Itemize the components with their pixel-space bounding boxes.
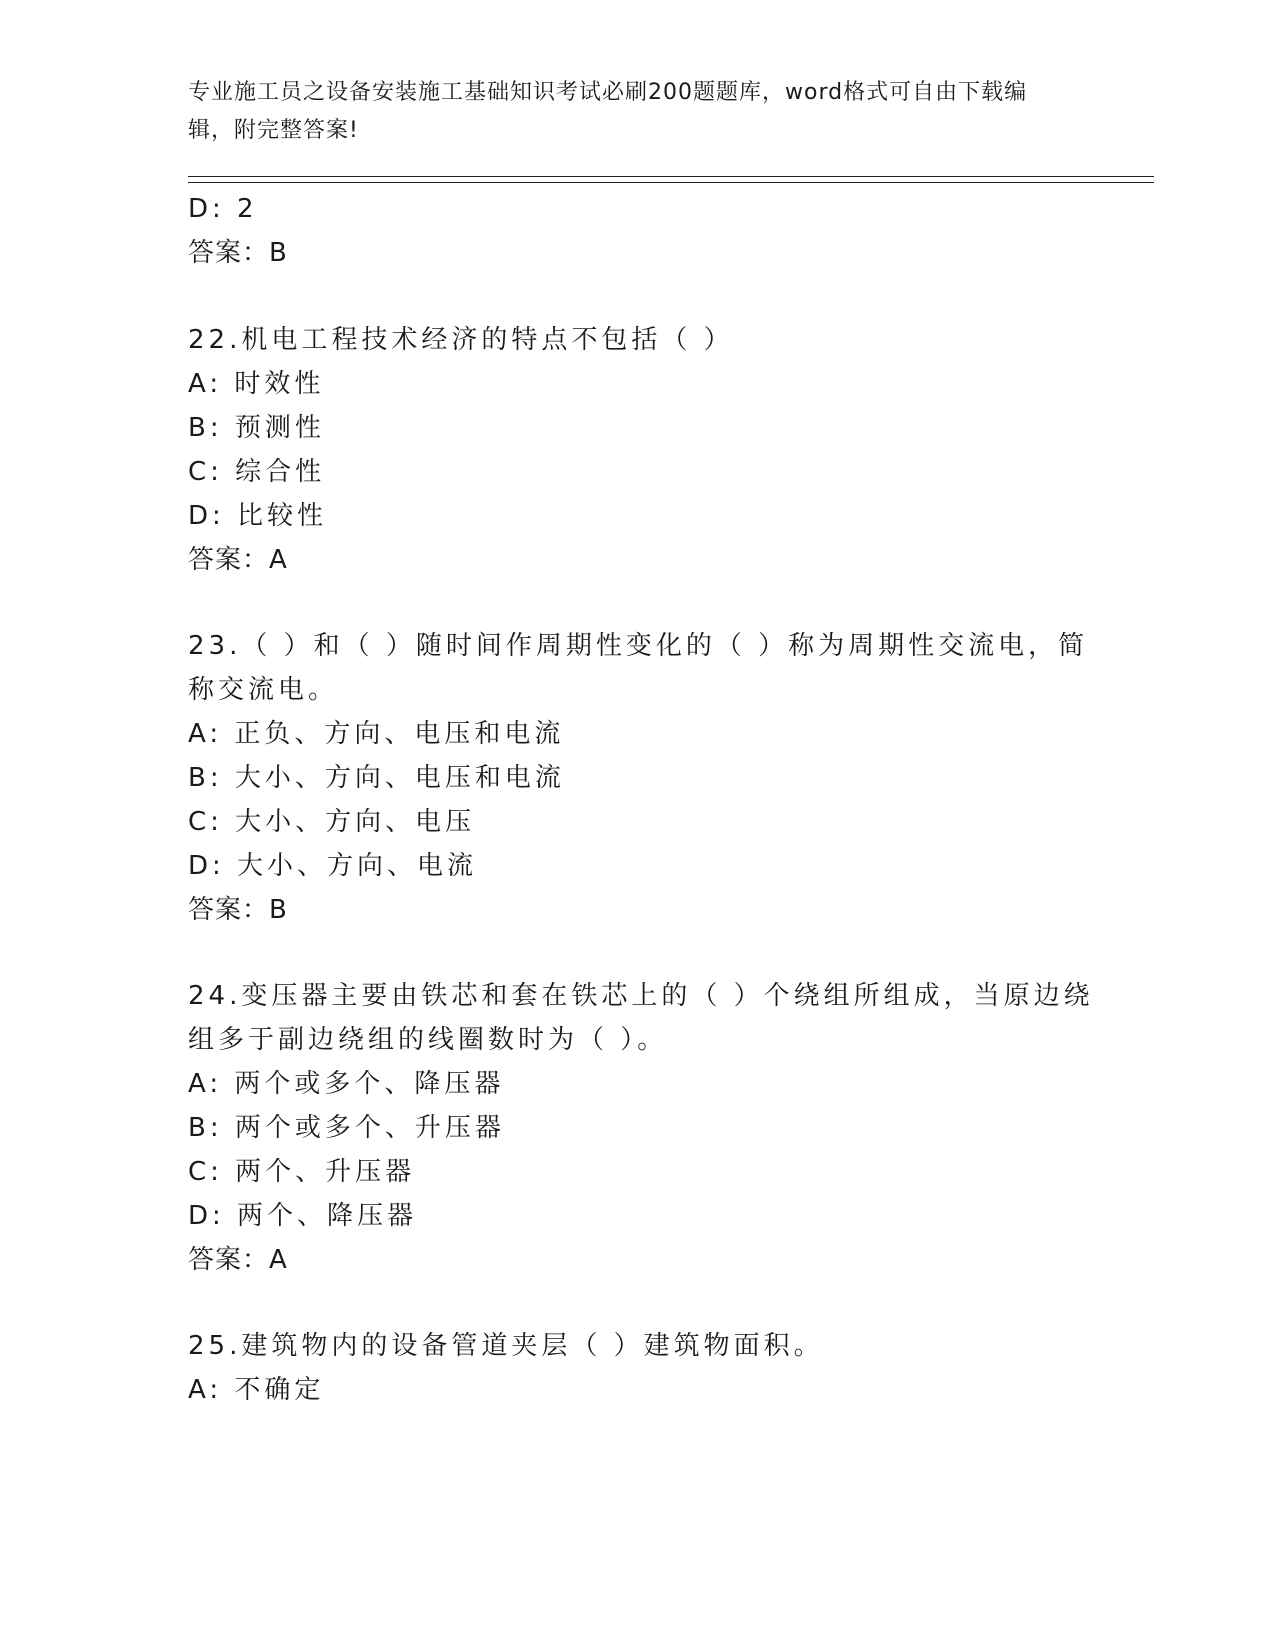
q23-answer: 答案：B (188, 895, 288, 925)
q23-option-d: D: 大小、方向、电流 (188, 851, 478, 881)
q25-stem: 25.建筑物内的设备管道夹层（ ）建筑物面积。 (188, 1331, 824, 1361)
q24-option-a: A: 两个或多个、降压器 (188, 1069, 505, 1099)
q25-option-a: A: 不确定 (188, 1375, 325, 1405)
q24-stem-line2: 组多于副边绕组的线圈数时为（ ）。 (188, 1025, 668, 1055)
q24-option-b: B: 两个或多个、升压器 (188, 1113, 505, 1143)
q23-stem-line2: 称交流电。 (188, 675, 339, 705)
q24-answer: 答案：A (188, 1245, 288, 1275)
q24-option-d: D: 两个、降压器 (188, 1201, 418, 1231)
q22-option-a: A: 时效性 (188, 369, 325, 399)
q22-stem: 22.机电工程技术经济的特点不包括（ ） (188, 325, 734, 355)
q21-answer: 答案：B (188, 238, 288, 268)
q23-option-c: C: 大小、方向、电压 (188, 807, 476, 837)
header-divider-bottom (188, 182, 1154, 183)
q23-stem-line1: 23.（ ）和（ ）随时间作周期性变化的（ ）称为周期性交流电，简 (188, 631, 1089, 661)
header-divider-top (188, 176, 1154, 177)
header-title: 专业施工员之设备安装施工基础知识考试必刷200题题库，word格式可自由下载编辑，附完整答案! (188, 80, 1028, 143)
q23-option-a: A: 正负、方向、电压和电流 (188, 719, 565, 749)
q22-option-b: B: 预测性 (188, 413, 325, 443)
q22-option-d: D: 比较性 (188, 501, 328, 531)
document-header (188, 74, 1068, 150)
q24-option-c: C: 两个、升压器 (188, 1157, 416, 1187)
q22-option-c: C: 综合性 (188, 457, 326, 487)
q22-answer: 答案：A (188, 545, 288, 575)
q23-option-b: B: 大小、方向、电压和电流 (188, 763, 565, 793)
q24-stem-line1: 24.变压器主要由铁芯和套在铁芯上的（ ）个绕组所组成，当原边绕 (188, 981, 1094, 1011)
q21-option-d: D: 2 (188, 194, 258, 224)
